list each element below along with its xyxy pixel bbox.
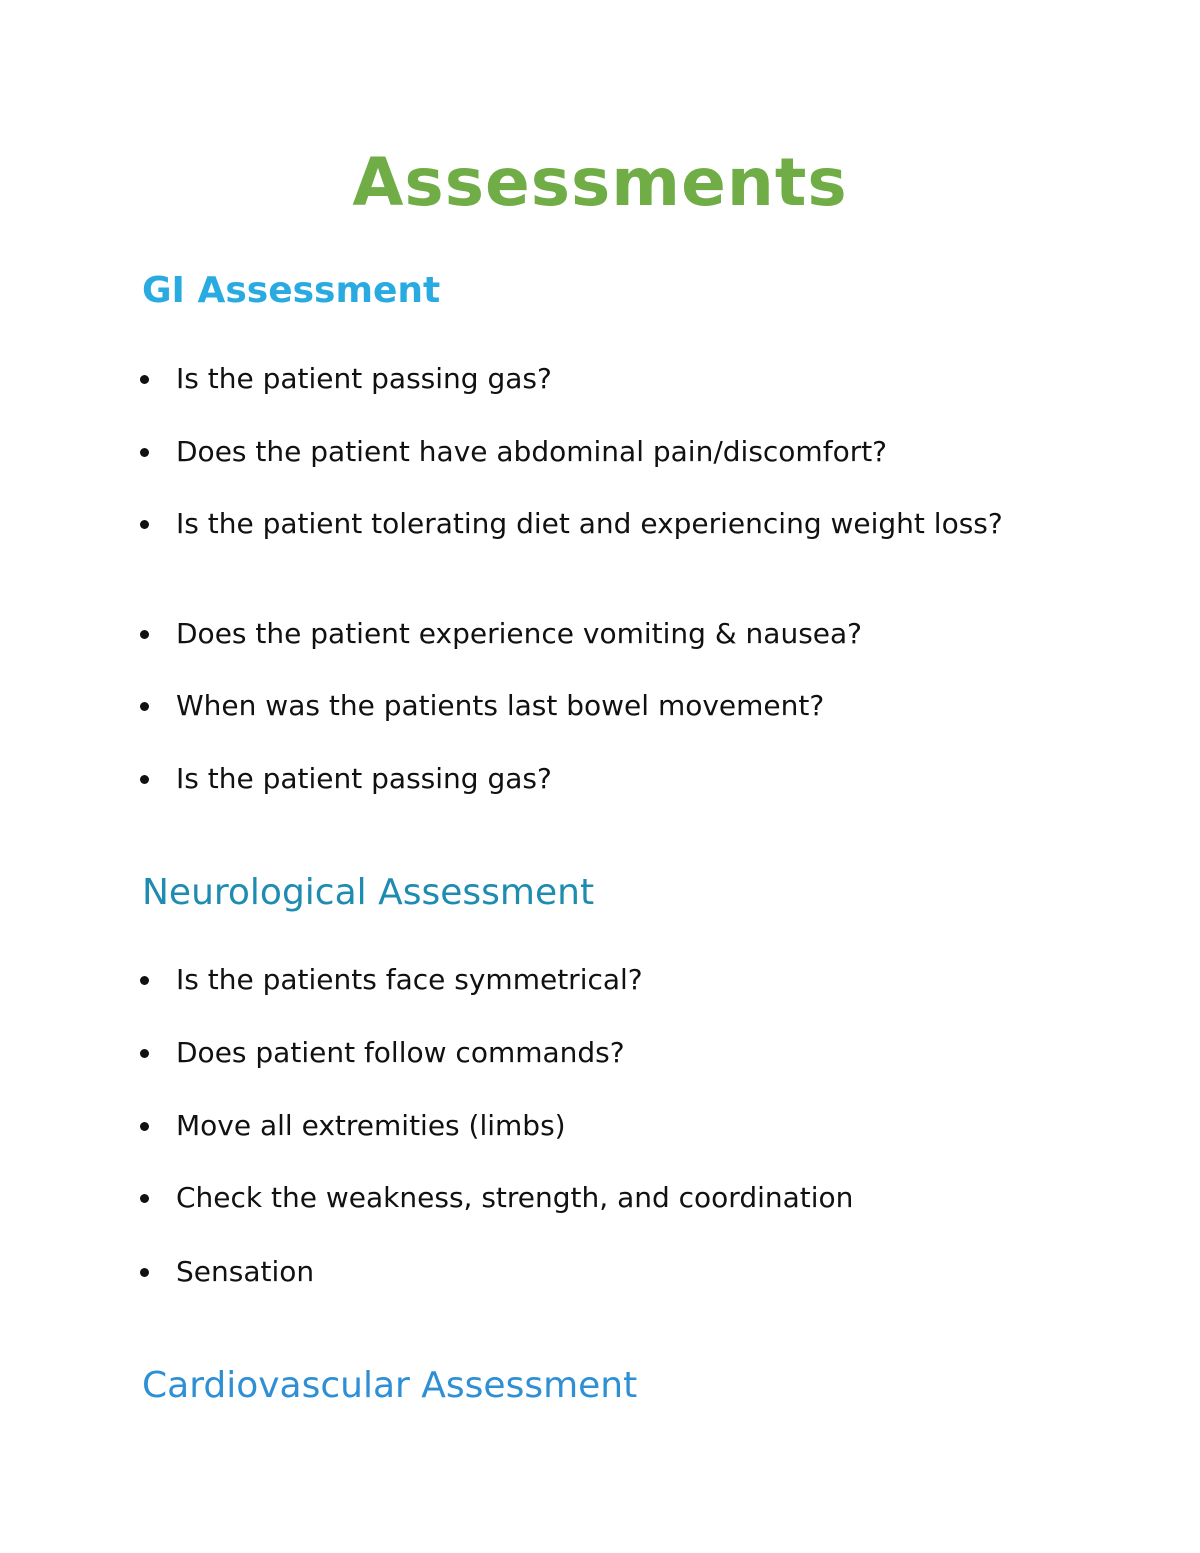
list-item bbox=[140, 434, 1040, 470]
bullet-dot-icon bbox=[140, 1268, 149, 1277]
list-item bbox=[140, 616, 1040, 652]
bullet-dot-icon bbox=[140, 448, 149, 457]
list-item bbox=[140, 962, 1040, 998]
bullet-dot-icon bbox=[140, 775, 149, 784]
bullet-dot-icon bbox=[140, 375, 149, 384]
list-item bbox=[140, 688, 1040, 724]
section-heading-neurological: Neurological Assessment bbox=[142, 872, 595, 913]
list-item bbox=[140, 1180, 1040, 1216]
list-item bbox=[140, 761, 1040, 797]
bullet-dot-icon bbox=[140, 702, 149, 711]
list-item-text: Is the patient passing gas? bbox=[176, 362, 552, 395]
list-item bbox=[140, 1254, 1040, 1290]
bullet-dot-icon bbox=[140, 520, 149, 529]
section-heading-gi: GI Assessment bbox=[142, 270, 441, 311]
list-item-text: Is the patient passing gas? bbox=[176, 762, 552, 795]
bullet-dot-icon bbox=[140, 1122, 149, 1131]
list-item-text: Check the weakness, strength, and coordination bbox=[176, 1181, 854, 1214]
list-item-text: Is the patient tolerating diet and experiencing weight loss? bbox=[176, 507, 1003, 540]
bullet-dot-icon bbox=[140, 976, 149, 985]
list-item-text: Sensation bbox=[176, 1255, 315, 1288]
list-item-text: Does patient follow commands? bbox=[176, 1036, 625, 1069]
list-item-text: When was the patients last bowel movement? bbox=[176, 689, 825, 722]
list-item bbox=[140, 1108, 1040, 1144]
bullet-dot-icon bbox=[140, 630, 149, 639]
bullet-dot-icon bbox=[140, 1194, 149, 1203]
list-item-text: Move all extremities (limbs) bbox=[176, 1109, 566, 1142]
bullet-dot-icon bbox=[140, 1049, 149, 1058]
list-item-text: Does the patient experience vomiting & nausea? bbox=[176, 617, 863, 650]
list-item-text: Does the patient have abdominal pain/discomfort? bbox=[176, 435, 888, 468]
section-heading-cardiovascular: Cardiovascular Assessment bbox=[142, 1365, 638, 1406]
list-item bbox=[140, 1035, 1040, 1071]
list-item-text: Is the patients face symmetrical? bbox=[176, 963, 643, 996]
page-title: Assessments bbox=[352, 144, 848, 221]
list-item bbox=[140, 506, 1040, 542]
list-item bbox=[140, 361, 1040, 397]
